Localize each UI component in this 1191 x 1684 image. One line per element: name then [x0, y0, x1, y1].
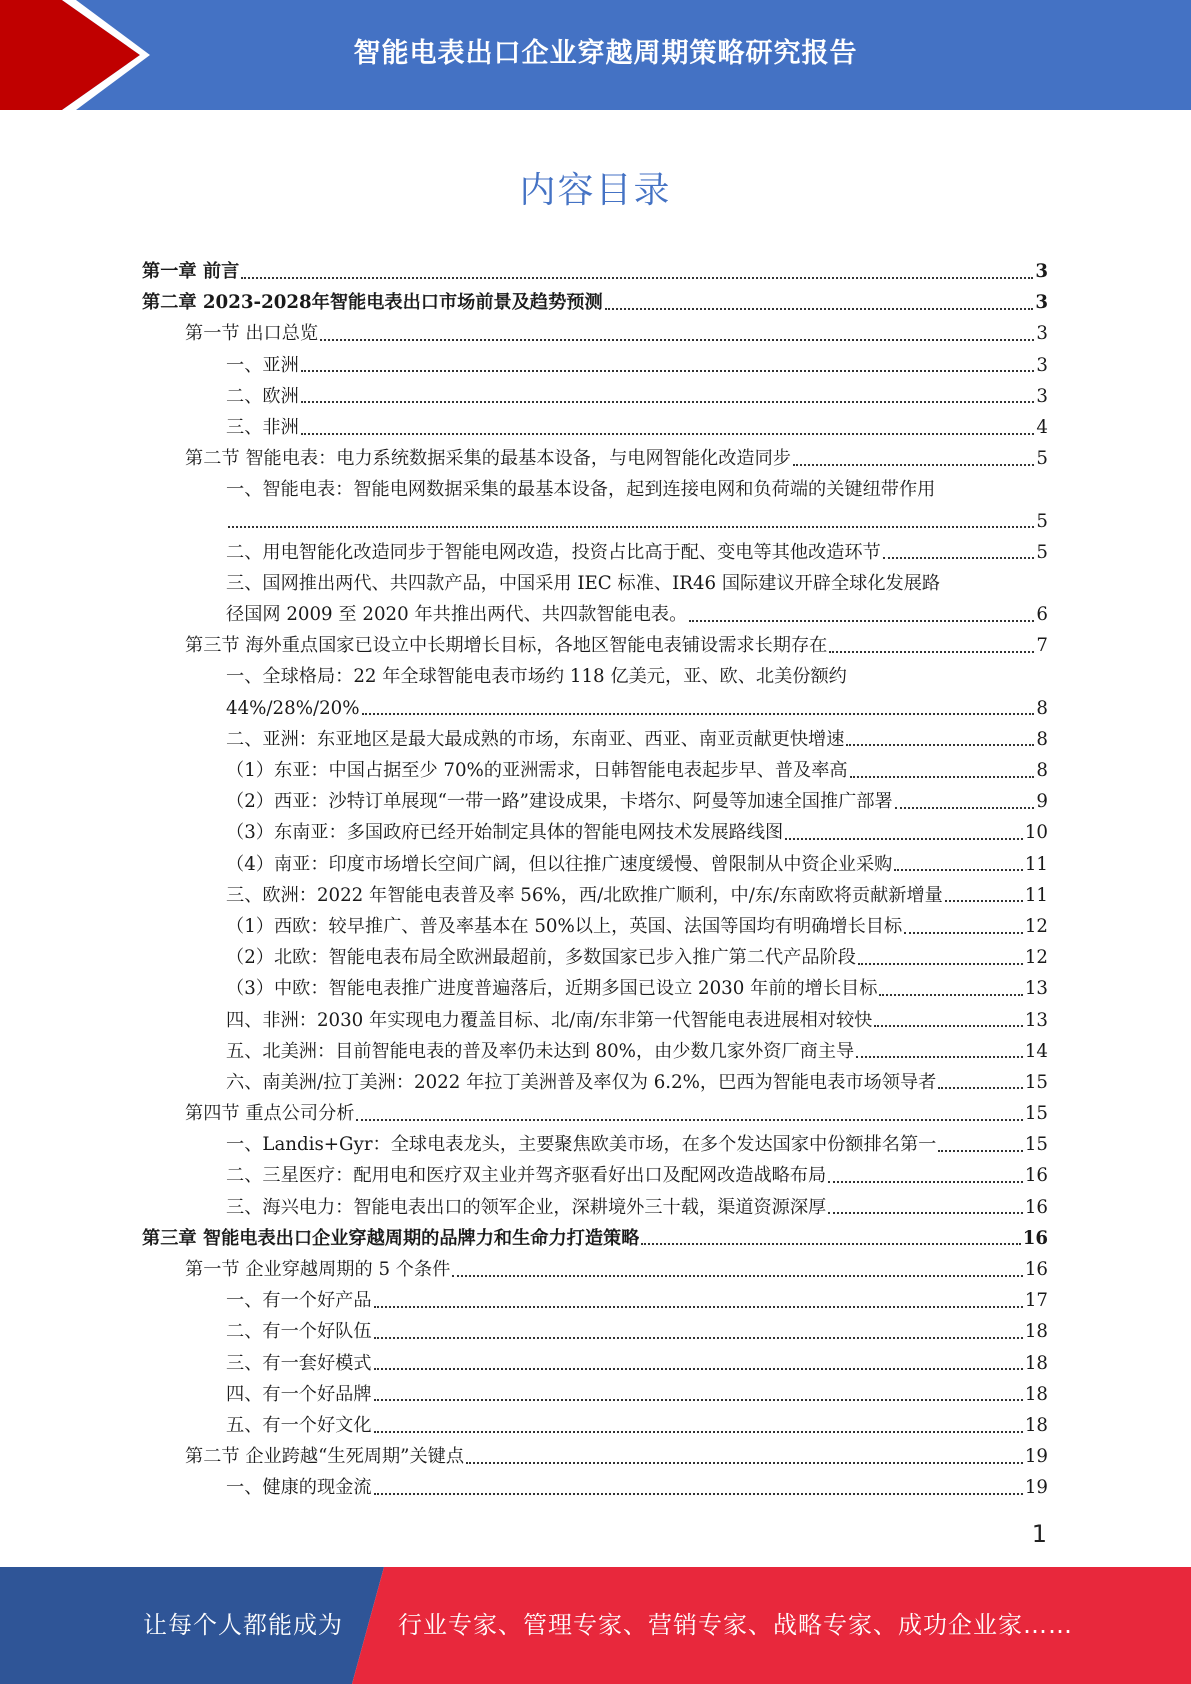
toc-dot-leader	[894, 869, 1023, 871]
toc-dot-leader	[641, 1243, 1020, 1245]
footer-slogan-left: 让每个人都能成为	[143, 1611, 343, 1639]
toc-entry-text: 一、健康的现金流	[226, 1477, 372, 1499]
toc-entry-text: 第一节 出口总览	[185, 323, 319, 345]
toc-entry-text: 一、全球格局：22 年全球智能电表市场约 118 亿美元，亚、欧、北美份额约	[226, 666, 847, 688]
toc-entry-text: （3）东南亚：多国政府已经开始制定具体的智能电网技术发展路线图	[226, 822, 784, 844]
toc-entry[interactable]	[142, 630, 1048, 661]
toc-dot-leader	[241, 277, 1033, 279]
toc-entry[interactable]	[142, 381, 1048, 412]
toc-dot-leader	[301, 401, 1035, 403]
toc-entry[interactable]	[142, 973, 1048, 1004]
toc-dot-leader	[793, 464, 1034, 466]
toc-entry-text: （4）南亚：印度市场增长空间广阔，但以往推广速度缓慢、曾限制从中资企业采购	[226, 853, 893, 875]
toc-entry[interactable]	[142, 350, 1048, 381]
toc-entry-text: 五、有一个好文化	[226, 1414, 372, 1436]
toc-entry[interactable]	[142, 287, 1048, 318]
toc-dot-leader	[785, 838, 1023, 840]
toc-entry[interactable]	[142, 568, 1048, 599]
toc-entry-page: 3	[1035, 292, 1048, 314]
toc-entry[interactable]	[142, 318, 1048, 349]
toc-entry[interactable]	[142, 1067, 1048, 1098]
toc-entry-text: 六、南美洲/拉丁美洲：2022 年拉丁美洲普及率仅为 6.2%，巴西为智能电表市场领导者	[226, 1071, 937, 1093]
toc-entry-page: 16	[1024, 1259, 1048, 1280]
toc-entry-text: 一、有一个好产品	[226, 1290, 372, 1312]
toc-dot-leader	[938, 1087, 1022, 1089]
toc-entry[interactable]	[142, 942, 1048, 973]
toc-entry-page: 12	[1024, 947, 1048, 969]
toc-entry-text: 一、Landis+Gyr：全球电表龙头，主要聚焦欧美市场，在多个发达国家中份额排名第一	[226, 1134, 937, 1156]
toc-entry-text: 二、有一个好队伍	[226, 1321, 372, 1343]
toc-entry[interactable]	[142, 693, 1048, 724]
toc-entry[interactable]	[142, 661, 1048, 692]
toc-entry-text: 三、国网推出两代、共四款产品，中国采用 IEC 标准、IR46 国际建议开辟全球化发展路	[226, 572, 941, 594]
toc-dot-leader	[228, 526, 1034, 528]
toc-dot-leader	[374, 1306, 1023, 1308]
toc-dot-leader	[374, 1337, 1023, 1339]
toc-entry[interactable]	[142, 474, 1048, 505]
toc-dot-leader	[883, 557, 1035, 559]
page-footer	[0, 1567, 1191, 1684]
toc-entry-page: 15	[1024, 1071, 1048, 1093]
toc-entry-page: 16	[1024, 1196, 1048, 1218]
toc-entry[interactable]	[142, 1005, 1048, 1036]
toc-entry-page: 8	[1036, 728, 1048, 750]
toc-entry-page: 9	[1036, 791, 1048, 813]
toc-entry-text: 第二章 2023-2028年智能电表出口市场前景及趋势预测	[142, 292, 603, 314]
toc-entry[interactable]	[142, 506, 1048, 537]
toc-dot-leader	[301, 433, 1035, 435]
toc-dot-leader	[374, 1399, 1023, 1401]
toc-entry[interactable]	[142, 1316, 1048, 1347]
toc-entry-text: 第三章 智能电表出口企业穿越周期的品牌力和生命力打造策略	[142, 1227, 640, 1249]
toc-entry[interactable]	[142, 1441, 1048, 1472]
toc-dot-leader	[828, 1212, 1023, 1214]
toc-entry-page: 14	[1024, 1040, 1048, 1062]
toc-entry-page: 19	[1024, 1477, 1048, 1499]
toc-entry-page: 16	[1024, 1165, 1048, 1187]
toc-entry-text: （2）北欧：智能电表布局全欧洲最超前，多数国家已步入推广第二代产品阶段	[226, 947, 856, 969]
toc-entry-text: 二、三星医疗：配用电和医疗双主业并驾齐驱看好出口及配网改造战略布局	[226, 1165, 827, 1187]
toc-entry-page: 3	[1035, 261, 1048, 282]
toc-entry[interactable]	[142, 1098, 1048, 1129]
toc-dot-leader	[850, 776, 1035, 778]
toc-entry-page: 17	[1024, 1290, 1048, 1312]
toc-dot-leader	[374, 1493, 1023, 1495]
toc-heading: 内容目录	[519, 170, 672, 211]
toc-entry[interactable]	[142, 724, 1048, 755]
toc-entry-text: 三、有一套好模式	[226, 1352, 372, 1374]
toc-entry-page: 13	[1024, 1009, 1048, 1031]
toc-entry-page: 19	[1024, 1446, 1048, 1468]
toc-entry-page: 11	[1024, 884, 1048, 906]
toc-entry-text: 四、有一个好品牌	[226, 1383, 372, 1405]
toc-entry-page: 7	[1036, 635, 1048, 657]
toc-entry-text: （2）西亚：沙特订单展现“一带一路”建设成果，卡塔尔、阿曼等加速全国推广部署	[226, 791, 893, 813]
page-header	[0, 0, 1191, 110]
toc-entry-page: 10	[1024, 822, 1048, 844]
toc-entry-text: 四、非洲：2030 年实现电力覆盖目标、北/南/东非第一代智能电表进展相对较快	[226, 1009, 873, 1031]
toc-entry[interactable]	[142, 1192, 1048, 1223]
toc-dot-leader	[362, 713, 1035, 715]
toc-entry-text: 二、用电智能化改造同步于智能电网改造，投资占比高于配、变电等其他改造环节	[226, 541, 881, 563]
toc-entry-page: 3	[1036, 354, 1048, 376]
toc-entry-page: 8	[1036, 697, 1048, 719]
toc-entry-text: （3）中欧：智能电表推广进度普遍落后，近期多国已设立 2030 年前的增长目标	[226, 978, 878, 1000]
toc-entry-text: 三、欧洲：2022 年智能电表普及率 56%，西/北欧推广顺利，中/东/东南欧将贡献新增量	[226, 884, 943, 906]
footer-slogan-right: 行业专家、管理专家、营销专家、战略专家、成功企业家……	[398, 1611, 1073, 1639]
toc-entry-page: 4	[1036, 416, 1048, 438]
toc-entry[interactable]	[142, 1410, 1048, 1441]
toc-entry[interactable]	[142, 1254, 1048, 1285]
toc-entry[interactable]	[142, 817, 1048, 848]
toc-entry[interactable]	[142, 849, 1048, 880]
toc-dot-leader	[879, 994, 1022, 996]
toc-entry-text: 三、非洲	[226, 416, 299, 438]
toc-dot-leader	[895, 807, 1035, 809]
toc-entry-page: 16	[1022, 1227, 1048, 1249]
toc-entry[interactable]	[142, 1036, 1048, 1067]
toc-entry-text: 二、亚洲：东亚地区是最大最成熟的市场，东南亚、西亚、南亚贡献更快增速	[226, 728, 845, 750]
toc-dot-leader	[356, 1119, 1022, 1121]
toc-dot-leader	[374, 1368, 1023, 1370]
toc-dot-leader	[301, 370, 1035, 372]
toc-entry-page: 6	[1036, 604, 1048, 626]
toc-entry-page: 5	[1036, 448, 1048, 470]
toc-entry-page: 11	[1024, 853, 1048, 875]
toc-entry-text: 一、亚洲	[226, 354, 299, 376]
toc-dot-leader	[828, 1181, 1023, 1183]
toc-dot-leader	[320, 339, 1034, 341]
toc-dot-leader	[938, 1150, 1022, 1152]
toc-dot-leader	[945, 900, 1023, 902]
toc-entry-page: 3	[1036, 323, 1048, 345]
toc-entry-page: 3	[1036, 385, 1048, 407]
toc-entry-text: 二、欧洲	[226, 385, 299, 407]
toc-entry[interactable]	[142, 1285, 1048, 1316]
toc-dot-leader	[858, 963, 1023, 965]
toc-entry-page: 12	[1024, 915, 1048, 937]
toc-entry[interactable]	[142, 1379, 1048, 1410]
toc-entry[interactable]	[142, 1160, 1048, 1191]
toc-dot-leader	[374, 1431, 1023, 1433]
toc-entry-text: （1）东亚：中国占据至少 70%的亚洲需求，日韩智能电表起步早、普及率高	[226, 760, 848, 781]
toc-entry-text: （1）西欧：较早推广、普及率基本在 50%以上，英国、法国等国均有明确增长目标	[226, 915, 903, 937]
toc-entry[interactable]	[142, 599, 1048, 630]
toc-dot-leader	[452, 1275, 1022, 1277]
page-number: 1	[1031, 1520, 1047, 1548]
toc-dot-leader	[856, 1056, 1023, 1058]
toc-entry-page: 5	[1036, 510, 1048, 532]
toc-entry-text: 径国网 2009 至 2020 年共推出两代、共四款智能电表。	[226, 604, 688, 626]
toc-entry[interactable]	[142, 412, 1048, 443]
toc-entry[interactable]	[142, 1223, 1048, 1254]
toc-entry[interactable]	[142, 1472, 1048, 1503]
toc-dot-leader	[904, 932, 1023, 934]
toc-entry-page: 8	[1036, 760, 1048, 781]
toc-dot-leader	[874, 1025, 1023, 1027]
toc-dot-leader	[466, 1462, 1023, 1464]
toc-entry-page: 18	[1024, 1414, 1048, 1436]
toc-entry-text: 五、北美洲：目前智能电表的普及率仍未达到 80%，由少数几家外资厂商主导	[226, 1040, 855, 1062]
toc-entry[interactable]	[142, 443, 1048, 474]
toc-entry-text: 一、智能电表：智能电网数据采集的最基本设备，起到连接电网和负荷端的关键纽带作用	[226, 479, 936, 501]
report-title: 智能电表出口企业穿越周期策略研究报告	[353, 37, 858, 69]
toc-entry[interactable]	[142, 786, 1048, 817]
toc-entry-page: 5	[1036, 541, 1048, 563]
toc-entry-page: 18	[1024, 1321, 1048, 1343]
toc-entry[interactable]	[142, 880, 1048, 911]
toc-dot-leader	[689, 620, 1034, 622]
toc-entry-text: 44%/28%/20%	[226, 697, 360, 719]
toc-entry-text: 三、海兴电力：智能电表出口的领军企业，深耕境外三十载，渠道资源深厚	[226, 1196, 827, 1218]
toc-dot-leader	[605, 308, 1034, 310]
toc-entry[interactable]	[142, 1129, 1048, 1160]
toc-entry-text: 第四节 重点公司分析	[185, 1103, 355, 1125]
toc-entry-text: 第三节 海外重点国家已设立中长期增长目标，各地区智能电表铺设需求长期存在	[185, 635, 828, 657]
toc-dot-leader	[829, 651, 1034, 653]
toc-entry-page: 18	[1024, 1383, 1048, 1405]
toc-entry[interactable]	[142, 537, 1048, 568]
toc-entry-page: 15	[1024, 1103, 1048, 1125]
toc-entry-text: 第一章 前言	[142, 261, 240, 282]
toc-entry[interactable]	[142, 755, 1048, 786]
toc-entry[interactable]	[142, 256, 1048, 287]
toc-dot-leader	[846, 744, 1034, 746]
toc-entry-page: 13	[1024, 978, 1048, 1000]
toc-entry-text: 第二节 智能电表：电力系统数据采集的最基本设备，与电网智能化改造同步	[185, 448, 791, 470]
toc-entry-text: 第一节 企业穿越周期的 5 个条件	[185, 1259, 451, 1280]
toc-entry[interactable]	[142, 911, 1048, 942]
table-of-contents	[142, 256, 1048, 1504]
toc-entry-text: 第二节 企业跨越“生死周期”关键点	[185, 1446, 465, 1468]
toc-entry[interactable]	[142, 1348, 1048, 1379]
toc-entry-page: 18	[1024, 1352, 1048, 1374]
toc-entry-page: 15	[1024, 1134, 1048, 1156]
